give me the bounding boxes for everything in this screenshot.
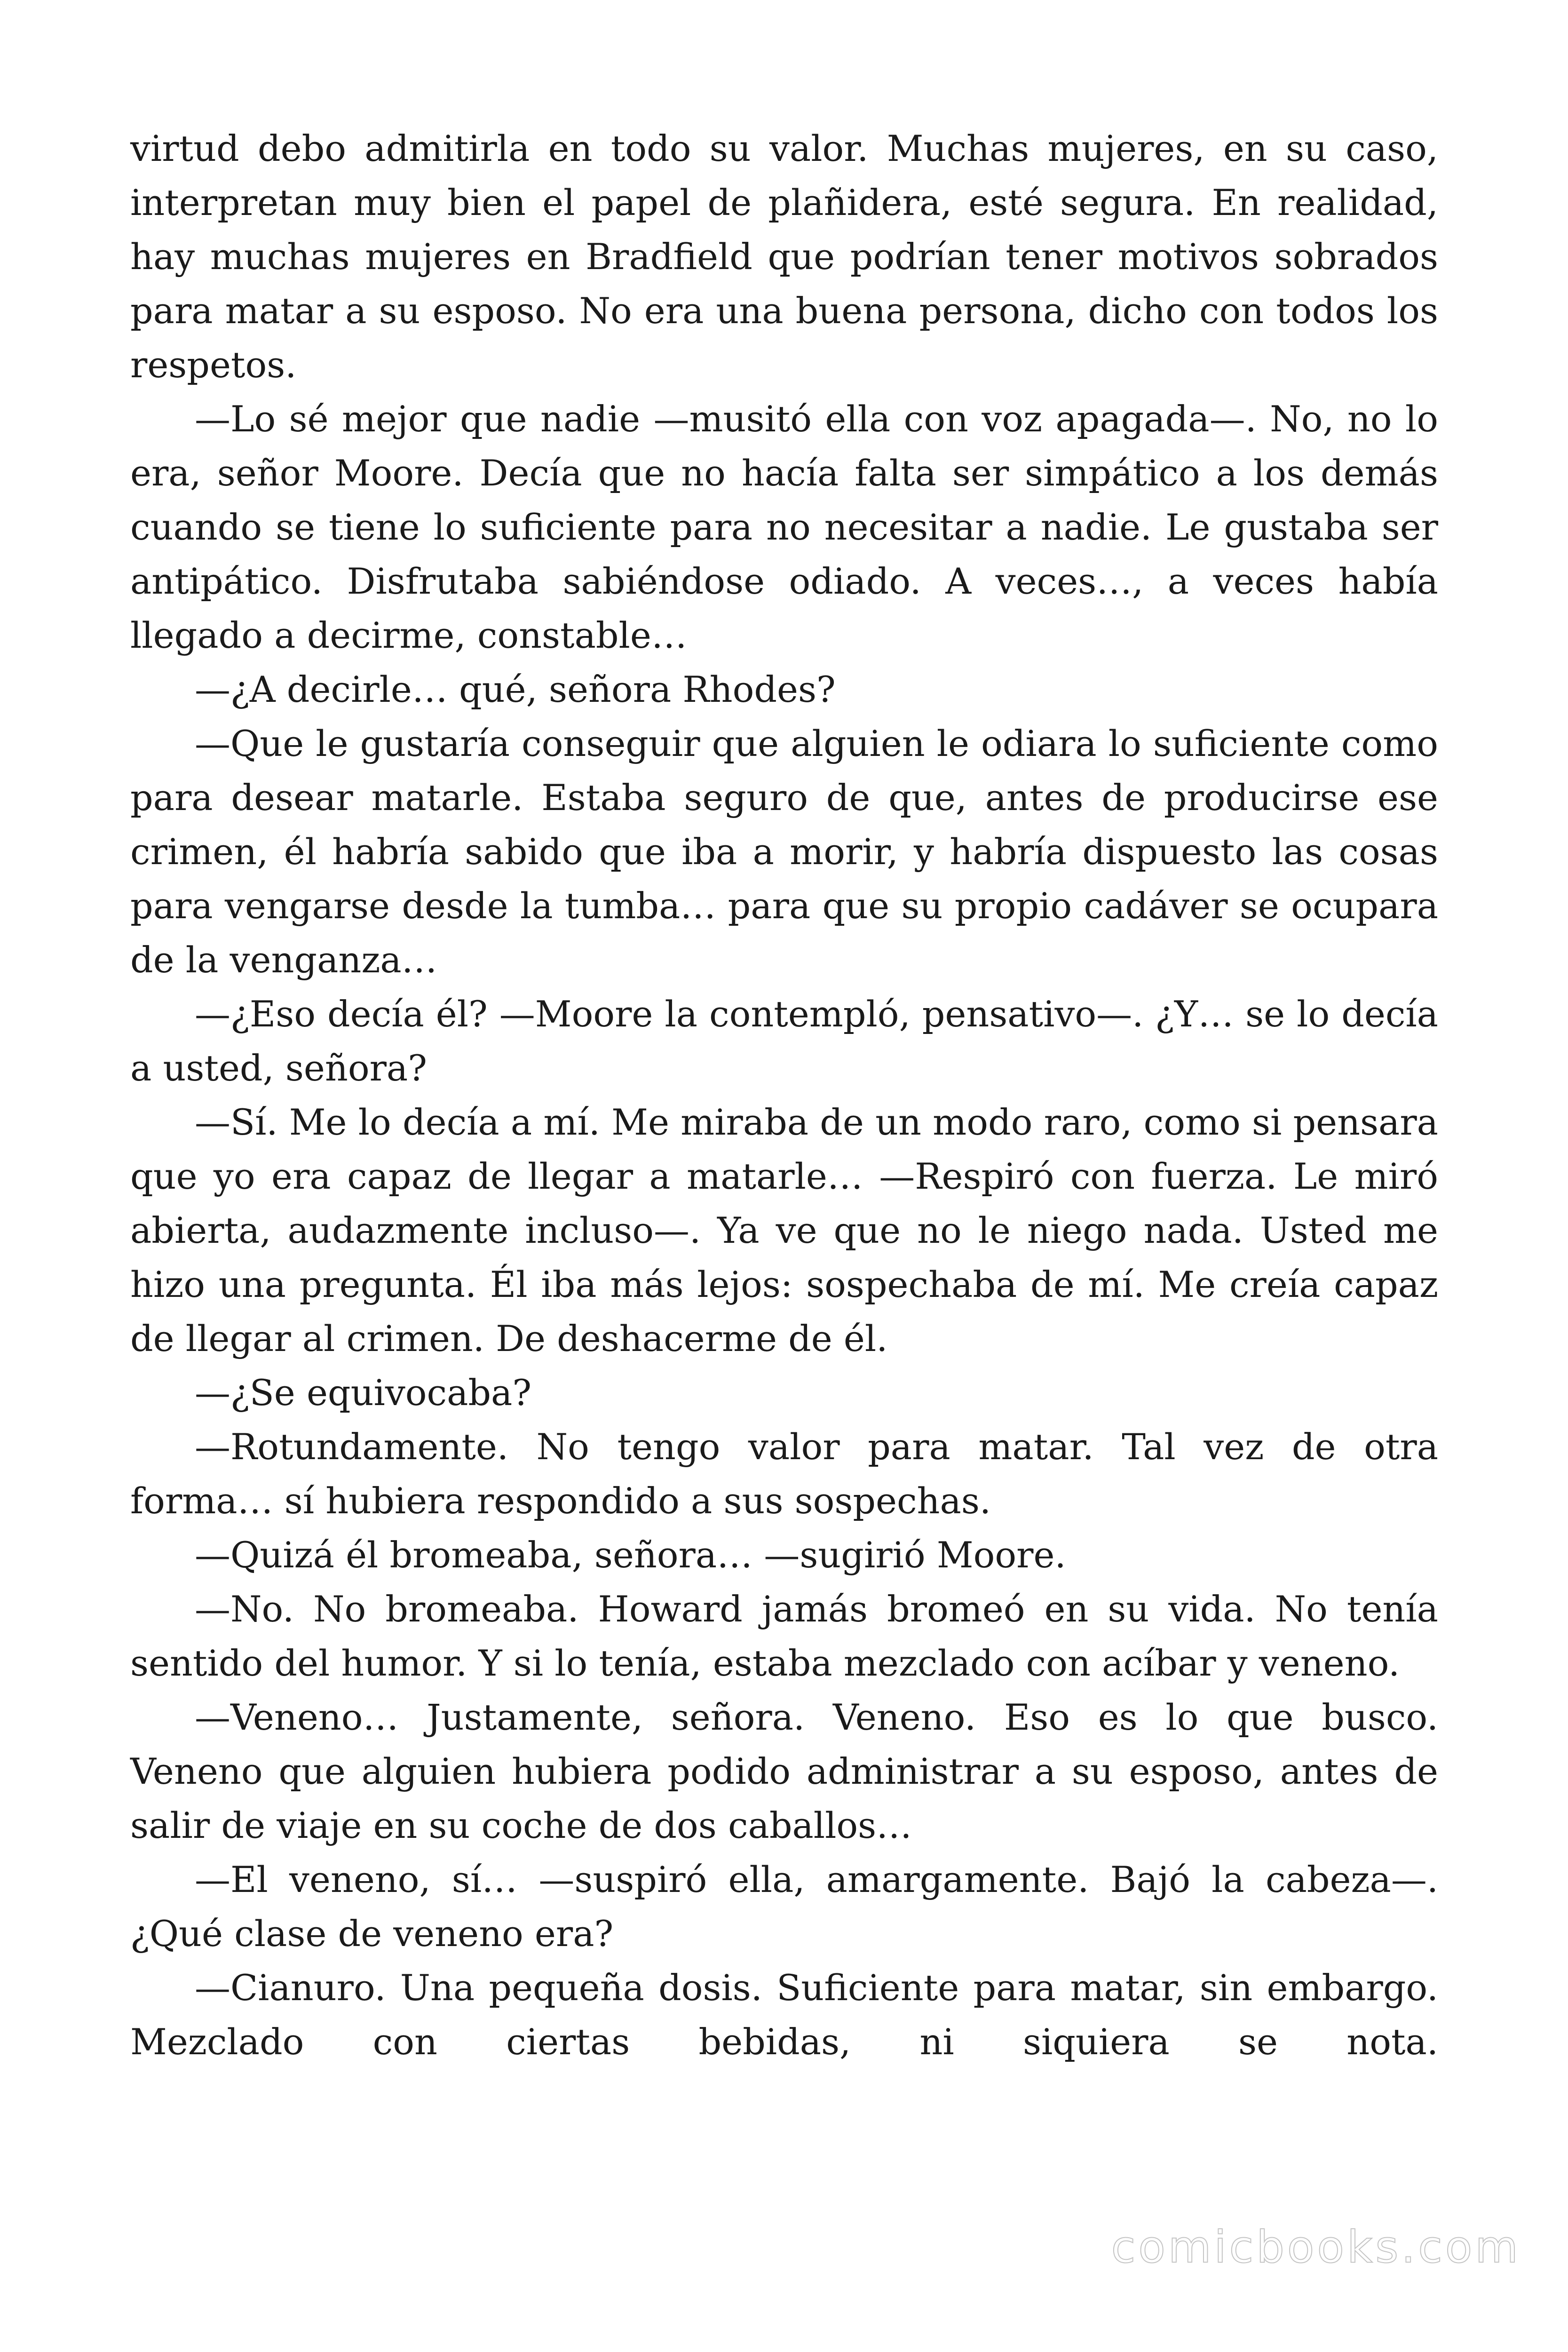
paragraph: —No. No bromeaba. Howard jamás bromeó en su vida. No tenía sentido del humor. Y si lo tenía, estaba mezclado con acíbar y veneno. <box>130 1588 1438 1684</box>
paragraph: —Cianuro. Una pequeña dosis. Suficiente para matar, sin embargo. Mezclado con ciertas bebidas, ni siquiera se nota. <box>130 1967 1438 2063</box>
paragraph: —Sí. Me lo decía a mí. Me miraba de un modo raro, como si pensara que yo era capaz de llegar a matarle… —Respiró con fuerza. Le miró abierta, audazmente incluso—. Ya ve que no le niego nada. Usted me hizo una pregunta. Él iba más lejos: sospechaba de mí. Me creía capaz de llegar al crimen. De deshacerme de él. <box>130 1101 1438 1359</box>
paragraph: —Veneno… Justamente, señora. Veneno. Eso es lo que busco. Veneno que alguien hubiera podido administrar a su esposo, antes de salir de viaje en su coche de dos caballos… <box>130 1696 1438 1846</box>
paragraph: —Lo sé mejor que nadie —musitó ella con voz apagada—. No, no lo era, señor Moore. Decía que no hacía falta ser simpático a los demás cuando se tiene lo suficiente para no necesitar a nadie. Le gustaba ser antipático. Disfrutaba sabiéndose odiado. A veces…, a veces había llegado a decirme, constable… <box>130 398 1438 656</box>
paragraph: virtud debo admitirla en todo su valor. Muchas mujeres, en su caso, interpretan muy bien el papel de plañidera, esté segura. En realidad, hay muchas mujeres en Bradfield que podrían tener motivos sobrados para matar a su esposo. No era una buena persona, dicho con todos los respetos. <box>130 127 1438 386</box>
paragraph: —Que le gustaría conseguir que alguien le odiara lo suficiente como para desear matarle. Estaba seguro de que, antes de producirse ese crimen, él habría sabido que iba a morir, y habría dispuesto las cosas para vengarse desde la tumba… para que su propio cadáver se ocupara de la venganza… <box>130 723 1438 981</box>
body-text <box>130 121 1438 2069</box>
paragraph: —El veneno, sí… —suspiró ella, amargamente. Bajó la cabeza—. ¿Qué clase de veneno era? <box>130 1859 1438 1955</box>
paragraph: —¿Eso decía él? —Moore la contempló, pensativo—. ¿Y… se lo decía a usted, señora? <box>130 993 1438 1089</box>
paragraph: —¿A decirle… qué, señora Rhodes? <box>195 668 836 710</box>
watermark: comicbooks.com <box>1111 2222 1521 2273</box>
paragraph: —¿Se equivocaba? <box>195 1372 532 1414</box>
paragraph: —Rotundamente. No tengo valor para matar. Tal vez de otra forma… sí hubiera respondido a sus sospechas. <box>130 1426 1438 1522</box>
paragraph: —Quizá él bromeaba, señora… —sugirió Moore. <box>195 1534 1066 1576</box>
